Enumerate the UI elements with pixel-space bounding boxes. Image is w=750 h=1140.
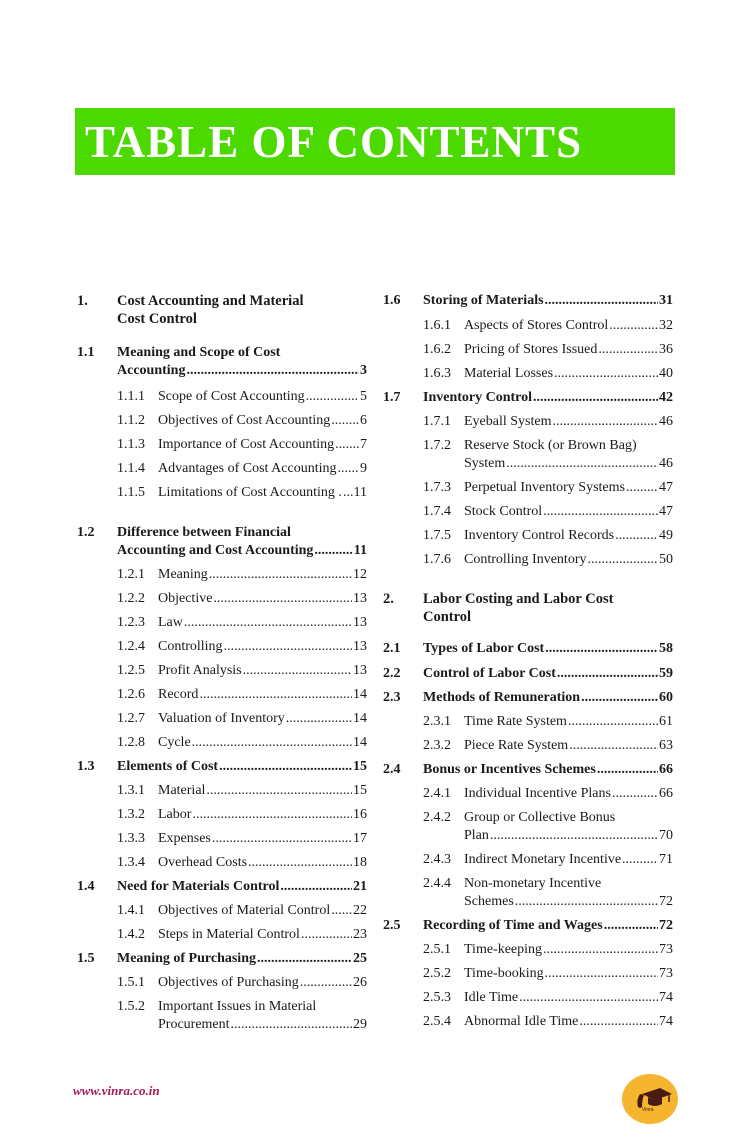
dot-leader: [335, 436, 359, 454]
toc-entry-page: 40: [659, 366, 673, 381]
toc-entry-page: 12: [353, 567, 367, 582]
toc-entry-title: Important Issues in Material: [158, 999, 317, 1014]
toc-entry-number: 1.7.2: [423, 438, 451, 453]
toc-entry[interactable]: [383, 503, 673, 521]
dot-leader: [554, 365, 658, 383]
dot-leader: [553, 413, 659, 431]
toc-entry-number: 1.7.3: [423, 480, 451, 495]
toc-entry-title: Methods of Remuneration: [423, 690, 581, 705]
dot-leader: [306, 388, 359, 406]
toc-entry-page: 5: [360, 389, 367, 404]
toc-entry-number: 1.4.2: [117, 927, 145, 942]
toc-entry-number: 1.5: [77, 951, 95, 966]
toc-entry[interactable]: [77, 998, 367, 1034]
toc-entry[interactable]: [383, 413, 673, 431]
toc-entry-title: Inventory Control Records: [464, 528, 615, 543]
toc-entry-title: Time-keeping: [464, 942, 543, 957]
toc-entry-number: 2.5.3: [423, 990, 451, 1005]
toc-entry-page: 47: [659, 480, 673, 495]
toc-banner: [75, 108, 675, 175]
toc-entry-number: 1.7.4: [423, 504, 451, 519]
toc-entry[interactable]: [383, 317, 673, 335]
dot-leader: [301, 926, 352, 944]
toc-entry-title: Inventory Control: [423, 390, 533, 405]
toc-entry-number: 1.2.5: [117, 663, 145, 678]
toc-entry[interactable]: [383, 365, 673, 383]
toc-entry-title: Controlling: [158, 639, 223, 654]
toc-entry-title: Difference between Financial: [117, 525, 291, 540]
toc-entry[interactable]: [77, 830, 367, 848]
toc-entry-title: Control: [423, 609, 472, 625]
toc-entry-page: 71: [659, 852, 673, 867]
toc-entry-title: Aspects of Stores Control: [464, 318, 609, 333]
toc-entry-title: Expenses: [158, 831, 211, 846]
toc-entry-number: 2.4.3: [423, 852, 451, 867]
toc-entry-number: 2.5.1: [423, 942, 451, 957]
toc-entry-number: 2.4.1: [423, 786, 451, 801]
toc-entry[interactable]: [383, 341, 673, 359]
toc-entry-page: 73: [659, 966, 673, 981]
toc-entry[interactable]: [77, 590, 367, 608]
dot-leader: [248, 854, 352, 872]
toc-entry-number: 1.3.2: [117, 807, 145, 822]
toc-entry-title: Group or Collective Bonus: [464, 810, 616, 825]
dot-leader: [209, 566, 352, 584]
toc-entry[interactable]: [383, 527, 673, 545]
toc-entry-number: 1.7.6: [423, 552, 451, 567]
toc-entry-page: 61: [659, 714, 673, 729]
graduation-cap-icon: [622, 1074, 678, 1124]
toc-entry-number: 2.5.2: [423, 966, 451, 981]
dot-leader: [212, 830, 352, 848]
toc-entry-page: 74: [659, 990, 673, 1005]
toc-entry-page: 32: [659, 318, 673, 333]
dot-leader: [557, 665, 658, 683]
dot-leader: [569, 737, 658, 755]
toc-entry[interactable]: [77, 782, 367, 800]
toc-entry[interactable]: [77, 344, 367, 380]
toc-entry[interactable]: [77, 902, 367, 920]
toc-entry-title: Cost Control: [117, 311, 197, 327]
dot-leader: [568, 713, 658, 731]
toc-entry[interactable]: [383, 665, 673, 683]
toc-entry-number: 1.1.1: [117, 389, 145, 404]
toc-entry-page: 13: [353, 615, 367, 630]
dot-leader: [337, 460, 359, 478]
toc-entry-title: Individual Incentive Plans: [464, 786, 611, 801]
dot-leader: [626, 479, 658, 497]
toc-entry-page: 50: [659, 552, 673, 567]
toc-entry-number: 2.5: [383, 918, 401, 933]
dot-leader: [192, 734, 352, 752]
toc-entry-title: Schemes: [464, 894, 514, 909]
dot-leader: [543, 941, 658, 959]
toc-entry[interactable]: [77, 614, 367, 632]
toc-entry-title: Accounting and Cost Accounting: [117, 543, 314, 558]
toc-entry-title: Perpetual Inventory Systems: [464, 480, 625, 495]
toc-entry-number: 2.: [383, 591, 394, 607]
toc-entry[interactable]: [77, 806, 367, 824]
toc-entry[interactable]: [383, 917, 673, 935]
toc-entry[interactable]: [383, 389, 673, 407]
toc-entry-number: 2.4.4: [423, 876, 451, 891]
toc-entry-number: 2.3: [383, 690, 401, 705]
toc-entry-page: 63: [659, 738, 673, 753]
toc-entry-title: Abnormal Idle Time: [464, 1014, 579, 1029]
toc-entry[interactable]: [383, 590, 673, 626]
dot-leader: [343, 484, 353, 502]
toc-entry-number: 1.2.8: [117, 735, 145, 750]
toc-entry[interactable]: [383, 713, 673, 731]
toc-entry-page: 70: [659, 828, 673, 843]
toc-entry[interactable]: [77, 950, 367, 968]
toc-entry-title: Eyeball System: [464, 414, 552, 429]
toc-entry-page: 60: [659, 690, 673, 705]
toc-entry-page: 15: [353, 783, 367, 798]
toc-entry-page: 58: [659, 641, 673, 656]
toc-entry-title: Non-monetary Incentive: [464, 876, 602, 891]
toc-entry-title: Labor Costing and Labor Cost: [423, 591, 614, 607]
toc-entry-title: Need for Materials Control: [117, 879, 280, 894]
toc-entry-page: 26: [353, 975, 367, 990]
toc-entry-title: Recording of Time and Wages: [423, 918, 603, 933]
toc-entry-title: Importance of Cost Accounting: [158, 437, 335, 452]
dot-leader: [206, 782, 352, 800]
toc-entry-page: 6: [360, 413, 367, 428]
toc-entry[interactable]: [383, 479, 673, 497]
toc-entry[interactable]: [77, 524, 367, 560]
toc-entry-number: 2.4.2: [423, 810, 451, 825]
dot-leader: [506, 455, 658, 473]
toc-entry-title: Plan: [464, 828, 489, 843]
toc-entry[interactable]: [383, 941, 673, 959]
toc-entry[interactable]: [77, 662, 367, 680]
toc-entry-page: 11: [353, 543, 367, 558]
dot-leader: [219, 758, 352, 776]
dot-leader: [280, 878, 352, 896]
toc-entry-number: 1.6.1: [423, 318, 451, 333]
toc-entry[interactable]: [383, 989, 673, 1007]
logo-text: Vinra: [642, 1107, 654, 1113]
toc-entry-number: 1.5.2: [117, 999, 145, 1014]
toc-entry-number: 1.2.1: [117, 567, 145, 582]
toc-entry-number: 1.4: [77, 879, 95, 894]
toc-entry-page: 36: [659, 342, 673, 357]
toc-entry-number: 2.1: [383, 641, 401, 656]
toc-entry-page: 25: [353, 951, 367, 966]
toc-entry-title: Controlling Inventory: [464, 552, 587, 567]
toc-entry-title: Idle Time: [464, 990, 519, 1005]
dot-leader: [314, 542, 352, 560]
toc-entry-number: 1.: [77, 293, 88, 309]
toc-entry-number: 2.3.2: [423, 738, 451, 753]
toc-entry-title: Material Losses: [464, 366, 554, 381]
toc-entry-title: Control of Labor Cost: [423, 666, 556, 681]
toc-entry-title: Cycle: [158, 735, 191, 750]
toc-entry-number: 1.2.2: [117, 591, 145, 606]
toc-entry-number: 1.1: [77, 345, 95, 360]
toc-entry-title: Steps in Material Control: [158, 927, 300, 942]
toc-entry-number: 1.6.3: [423, 366, 451, 381]
toc-entry-title: Stock Control: [464, 504, 543, 519]
toc-entry-number: 1.1.4: [117, 461, 145, 476]
toc-entry-title: Advantages of Cost Accounting: [158, 461, 337, 476]
toc-entry-number: 1.3: [77, 759, 95, 774]
toc-entry-title: Record: [158, 687, 199, 702]
toc-entry[interactable]: [77, 686, 367, 704]
toc-entry-number: 1.1.5: [117, 485, 145, 500]
toc-entry-title: Accounting: [117, 363, 186, 378]
toc-entry-page: 42: [659, 390, 673, 405]
toc-entry-page: 13: [353, 663, 367, 678]
toc-entry-title: Types of Labor Cost: [423, 641, 545, 656]
footer-website[interactable]: www.vinra.co.in: [73, 1083, 160, 1098]
toc-entry[interactable]: [77, 638, 367, 656]
toc-entry-number: 2.4: [383, 762, 401, 777]
toc-entry[interactable]: [77, 412, 367, 430]
toc-entry-title: Objectives of Material Control: [158, 903, 331, 918]
toc-entry-page: 14: [353, 687, 367, 702]
toc-entry-page: 14: [353, 735, 367, 750]
toc-entry[interactable]: [77, 758, 367, 776]
toc-entry-title: Procurement: [158, 1017, 230, 1032]
toc-entry-page: 3: [360, 363, 367, 378]
toc-entry-title: Elements of Cost: [117, 759, 219, 774]
toc-entry-title: Pricing of Stores Issued: [464, 342, 598, 357]
toc-entry-page: 72: [659, 918, 673, 933]
toc-entry-page: 59: [659, 666, 673, 681]
dot-leader: [243, 662, 352, 680]
toc-entry[interactable]: [383, 437, 673, 473]
toc-entry[interactable]: [383, 1013, 673, 1031]
dot-leader: [545, 292, 658, 310]
dot-leader: [612, 785, 658, 803]
toc-entry-page: 72: [659, 894, 673, 909]
toc-entry-title: Material: [158, 783, 206, 798]
toc-entry-page: 73: [659, 942, 673, 957]
toc-entry-title: Objectives of Cost Accounting: [158, 413, 331, 428]
dot-leader: [231, 1016, 352, 1034]
toc-entry-number: 2.3.1: [423, 714, 451, 729]
dot-leader: [545, 640, 658, 658]
toc-entry[interactable]: [383, 809, 673, 845]
toc-entry[interactable]: [383, 761, 673, 779]
toc-entry-page: 29: [353, 1017, 367, 1032]
toc-entry-title: Objective: [158, 591, 213, 606]
toc-entry[interactable]: [77, 710, 367, 728]
toc-entry-page: 74: [659, 1014, 673, 1029]
toc-entry-page: 17: [353, 831, 367, 846]
toc-entry-page: 31: [659, 293, 673, 308]
dot-leader: [184, 614, 352, 632]
toc-entry[interactable]: [77, 484, 367, 502]
toc-entry-page: 23: [353, 927, 367, 942]
toc-entry-title: Objectives of Purchasing: [158, 975, 299, 990]
toc-entry[interactable]: [383, 640, 673, 658]
dot-leader: [598, 341, 658, 359]
toc-entry-title: Profit Analysis: [158, 663, 242, 678]
toc-entry-title: Cost Accounting and Material: [117, 293, 304, 309]
dot-leader: [519, 989, 658, 1007]
dot-leader: [186, 362, 359, 380]
toc-entry[interactable]: [77, 854, 367, 872]
toc-entry-title: Meaning of Purchasing: [117, 951, 256, 966]
toc-entry[interactable]: [383, 551, 673, 569]
toc-entry-title: Scope of Cost Accounting: [158, 389, 305, 404]
toc-entry-number: 1.3.4: [117, 855, 145, 870]
toc-entry[interactable]: [383, 292, 673, 310]
toc-entry-page: 46: [659, 456, 673, 471]
toc-entry[interactable]: [77, 878, 367, 896]
toc-entry-number: 1.1.3: [117, 437, 145, 452]
toc-entry-page: 9: [360, 461, 367, 476]
toc-entry-number: 1.4.1: [117, 903, 145, 918]
toc-entry-page: 15: [353, 759, 367, 774]
toc-entry[interactable]: [383, 851, 673, 869]
toc-entry[interactable]: [383, 785, 673, 803]
dot-leader: [533, 389, 658, 407]
dot-leader: [604, 917, 658, 935]
toc-entry-title: Overhead Costs: [158, 855, 248, 870]
toc-entry-title: Time Rate System: [464, 714, 567, 729]
toc-entry-title: Piece Rate System: [464, 738, 569, 753]
dot-leader: [581, 689, 658, 707]
dot-leader: [300, 974, 352, 992]
toc-entry-page: 13: [353, 639, 367, 654]
toc-entry-number: 1.3.1: [117, 783, 145, 798]
toc-entry-page: 46: [659, 414, 673, 429]
toc-entry-title: Limitations of Cost Accounting .: [158, 485, 342, 500]
toc-entry-number: 1.2.6: [117, 687, 145, 702]
toc-entry-title: Law: [158, 615, 183, 630]
toc-entry-title: System: [464, 456, 506, 471]
toc-entry-number: 1.7.1: [423, 414, 451, 429]
toc-entry[interactable]: [77, 974, 367, 992]
toc-entry-number: 1.6.2: [423, 342, 451, 357]
toc-entry-title: Meaning and Scope of Cost: [117, 345, 281, 360]
page-title: TABLE OF CONTENTS: [85, 117, 583, 167]
toc-entry-number: 1.2.4: [117, 639, 145, 654]
dot-leader: [622, 851, 658, 869]
toc-entry-number: 1.3.3: [117, 831, 145, 846]
dot-leader: [597, 761, 658, 779]
dot-leader: [615, 527, 658, 545]
toc-entry[interactable]: [383, 965, 673, 983]
toc-entry-title: Storing of Materials: [423, 293, 544, 308]
toc-entry-page: 49: [659, 528, 673, 543]
toc-entry-number: 2.5.4: [423, 1014, 451, 1029]
toc-entry-title: Meaning: [158, 567, 208, 582]
toc-entry-title: Time-booking: [464, 966, 544, 981]
toc-entry-page: 66: [659, 762, 673, 777]
toc-entry-number: 1.2.7: [117, 711, 145, 726]
toc-entry-title: Bonus or Incentives Schemes: [423, 762, 596, 777]
toc-entry-page: 13: [353, 591, 367, 606]
toc-entry-page: 47: [659, 504, 673, 519]
toc-entry-number: 1.2.3: [117, 615, 145, 630]
dot-leader: [257, 950, 352, 968]
dot-leader: [192, 806, 352, 824]
toc-entry-page: 7: [360, 437, 367, 452]
toc-entry-title: Labor: [158, 807, 192, 822]
dot-leader: [545, 965, 658, 983]
toc-entry-page: 22: [353, 903, 367, 918]
vinra-logo: [622, 1074, 678, 1124]
toc-entry[interactable]: [77, 734, 367, 752]
toc-entry[interactable]: [77, 926, 367, 944]
toc-entry-number: 1.1.2: [117, 413, 145, 428]
toc-entry[interactable]: [77, 460, 367, 478]
dot-leader: [224, 638, 352, 656]
dot-leader: [490, 827, 658, 845]
dot-leader: [331, 412, 359, 430]
dot-leader: [199, 686, 352, 704]
toc-entry[interactable]: [77, 566, 367, 584]
toc-entry-title: Reserve Stock (or Brown Bag): [464, 438, 637, 453]
dot-leader: [579, 1013, 658, 1031]
toc-entry-number: 1.7.5: [423, 528, 451, 543]
dot-leader: [543, 503, 658, 521]
toc-entry-number: 1.2: [77, 525, 95, 540]
toc-entry-page: 21: [353, 879, 367, 894]
dot-leader: [588, 551, 659, 569]
toc-entry-page: 18: [353, 855, 367, 870]
toc-entry[interactable]: [383, 737, 673, 755]
toc-entry-page: 14: [353, 711, 367, 726]
toc-entry[interactable]: [77, 436, 367, 454]
dot-leader: [331, 902, 352, 920]
toc-entry[interactable]: [77, 292, 367, 328]
dot-leader: [609, 317, 658, 335]
dot-leader: [515, 893, 658, 911]
toc-entry-page: 11: [353, 485, 367, 500]
toc-entry-number: 2.2: [383, 666, 401, 681]
toc-entry-page: 66: [659, 786, 673, 801]
toc-entry-page: 16: [353, 807, 367, 822]
dot-leader: [286, 710, 352, 728]
toc-entry-title: Indirect Monetary Incentive: [464, 852, 622, 867]
toc-entry[interactable]: [383, 689, 673, 707]
toc-entry-number: 1.6: [383, 293, 401, 308]
toc-entry[interactable]: [383, 875, 673, 911]
toc-entry-number: 1.5.1: [117, 975, 145, 990]
toc-entry[interactable]: [77, 388, 367, 406]
dot-leader: [213, 590, 352, 608]
toc-entry-number: 1.7: [383, 390, 401, 405]
toc-entry-title: Valuation of Inventory: [158, 711, 285, 726]
